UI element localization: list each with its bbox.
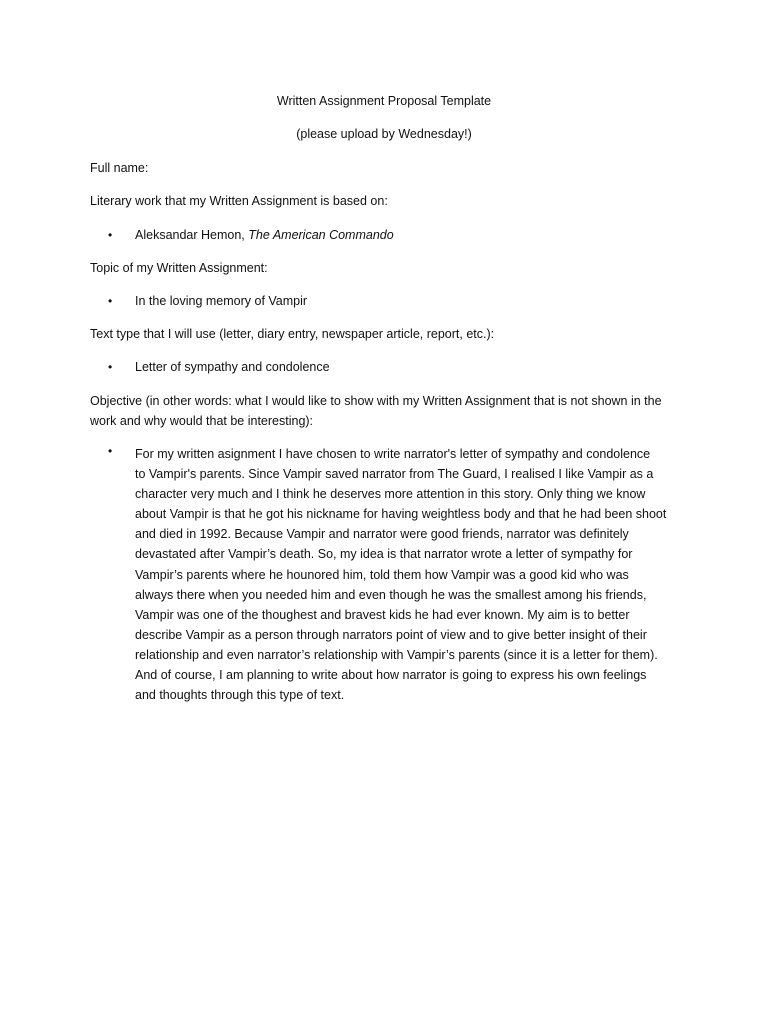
bullet-icon: •: [108, 444, 113, 458]
document-subtitle: (please upload by Wednesday!): [296, 127, 472, 141]
topic-label: Topic of my Written Assignment:: [90, 261, 268, 275]
objective-line: Vampir was one of the thoughest and bravest kids he had ever known. My aim is to better: [135, 607, 630, 622]
objective-line: For my written asignment I have chosen to write narrator's letter of sympathy and condolence: [135, 447, 651, 461]
literary-work-author: Aleksandar Hemon,: [135, 228, 249, 242]
objective-body: [135, 444, 688, 705]
bullet-icon: •: [108, 360, 113, 374]
objective-line: And of course, I am planning to write about how narrator is going to express his own feelings: [135, 668, 647, 683]
literary-work-label: Literary work that my Written Assignment is based on:: [90, 194, 388, 208]
objective-line: and thoughts through this type of text.: [135, 688, 345, 703]
objective-line: about Vampir is that he got his nickname for having weightless body and that he had been shoot: [135, 507, 667, 522]
bullet-icon: •: [108, 294, 113, 308]
objective-line: always there when you needed him and even though he was the smallest among his friends,: [135, 587, 647, 602]
bullet-icon: •: [108, 228, 113, 242]
topic-value: In the loving memory of Vampir: [135, 294, 308, 308]
objective-line: devastated after Vampir’s death. So, my idea is that narrator wrote a letter of sympathy for: [135, 547, 633, 562]
objective-line: relationship and even narrator’s relationship with Vampir’s parents (since it is a letter for them).: [135, 647, 658, 662]
literary-work-title: The American Commando: [248, 228, 394, 242]
text-type-label: Text type that I will use (letter, diary entry, newspaper article, report, etc.):: [90, 327, 495, 341]
document-title: Written Assignment Proposal Template: [276, 94, 492, 108]
objective-label: Objective (in other words: what I would like to show with my Written Assignment that is not shown in the work and why would that be interesting):: [90, 394, 662, 428]
full-name-label: Full name:: [90, 161, 149, 175]
literary-work-value: [135, 228, 394, 242]
objective-line: describe Vampir as a person through narrators point of view and to give better insight of their: [135, 627, 647, 642]
text-type-value: Letter of sympathy and condolence: [135, 360, 330, 374]
objective-line: character very much and I think he deserves more attention in this story. Only thing we know: [135, 487, 646, 502]
objective-line: and died in 1992. Because Vampir and narrator were good friends, narrator was definitely: [135, 527, 629, 542]
objective-line: Vampir’s parents where he hounored him, told them how Vampir was a good kid who was: [135, 567, 629, 582]
objective-line: to Vampir's parents. Since Vampir saved narrator from The Guard, I realised I like Vampir as a: [135, 467, 654, 482]
